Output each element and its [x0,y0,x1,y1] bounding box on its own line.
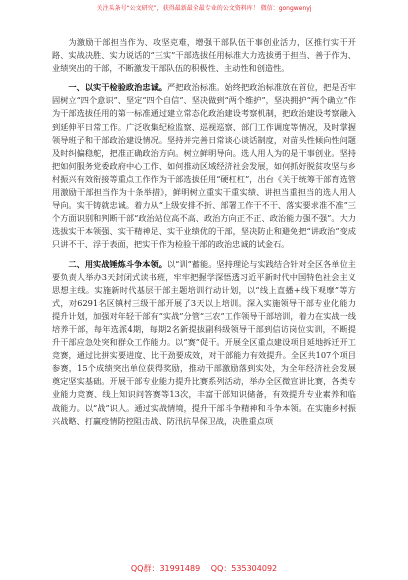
qq-group-text: QQ群：31991489 [130,564,201,573]
section-2-heading: 二、用实战锤炼斗争本领。 [68,258,167,269]
section-1-heading: 一、以实干检验政治忠诚。 [68,82,167,93]
section-1-paragraph [52,81,356,251]
article-body [52,36,356,428]
qq-text: QQ：535304092 [210,564,278,573]
section-2-paragraph [52,258,356,428]
section-1-text: 严把政治标准。始终把政治标准放在首位，把是否牢固树立“四个意识”、坚定“四个自信”、坚决做到“两个维护”，坚决拥护“两个确立”作为干部选拔任用的第一标准通过建立常态化政治建设考察机制，把政治建设考察融入到延伸平日常工作。广泛收集纪检监察、巡视巡察、部门工作调度等情况，及时掌握领导班子和干部政治建设情况。坚持并完善日常谈心谈话制度，对苗头性倾向性问题及时纠偏稳舵，把准正确政治方向。树立鲜明导向。选人用人为的是干事创业。坚持把如何服务党委政府中心工作、如何推动区域经济社会发展，如何抓好脱贫攻坚与乡村振兴有效衔接等重点工作作为干部选拔任用“硬杠杠”，出台《关于统筹干部育选管用激励干部担当作为十条举措》，鲜明树立重实干重实绩、讲担当重担当的选人用人导向。实干铸就忠诚。着力从“上级安排不折、部署工作干不干、落实要求准不准”三个方面识别和判断干部“政治站位高不高、政治方向正不正、政治能力强不强”。大力选拔实干本领强、实干精神足、实干业绩优的干部，坚决防止和避免把“讲政治”变成只讲不干、浮于表面，把实干作为检验干部的政治忠诚的试金石。 [52,82,356,250]
intro-paragraph: 为激励干部担当作为、攻坚克难，增强干部队伍干事创业活力，区推行实干开路、实战决胜、实力说话的“三实”干部选拔任用标准大力选拔勇于担当、善于作为、业绩突出的干部，不断激发干部队伍的积极性、主动性和创造性。 [52,37,356,74]
contact-footer [0,562,408,576]
section-2-text: 以“训”蓄能。坚持理论与实践结合针对全区各单位主要负责人举办3天封闭式读书班，牢牢把握学深悟透习近平新时代中国特色社会主义思想主线。实施新时代基层干部主题培训行动计划，以“线上直播+线下观摩”等方式，对6291名区镇村三级干部开展了3天以上培训。深入实施领导干部专业化能力提升计划，加强对年轻干部有“实战”分管“三农”工作领导干部培训，着力在实战一线培养干部，每年选派4期，每期2名新提拔副科级领导干部到信访岗位实训，不断提升干部应急处突和群众工作能力。以“赛”促干。开展全区重点建设项目延地拆迁开工竞赛，通过比拼实要进度、比干劲要成效，对干部能力有效提升。全区共107个项目参赛，15个成绩突出单位获得奖励，推动干部激励落到实处，为全年经济社会发展奠定坚实基础。开展干部专业能力提升比赛系列活动，举办全区微宣讲比赛，各类专业能力竞赛、线上知识问答赛等13次，丰富干部知识储备，有效提升专业素养和临战能力。以“战”识人。通过实战情境，提升干部斗争精神和斗争本领。在实施乡村振兴战略、打赢疫情防控阻击战、防汛抗旱保卫战，决胜重点项 [52,258,356,426]
promo-banner: 关注头条号“公文研究”，获得最新最全最专业的公文资料库！ 微信：gongwenyj [96,5,312,12]
